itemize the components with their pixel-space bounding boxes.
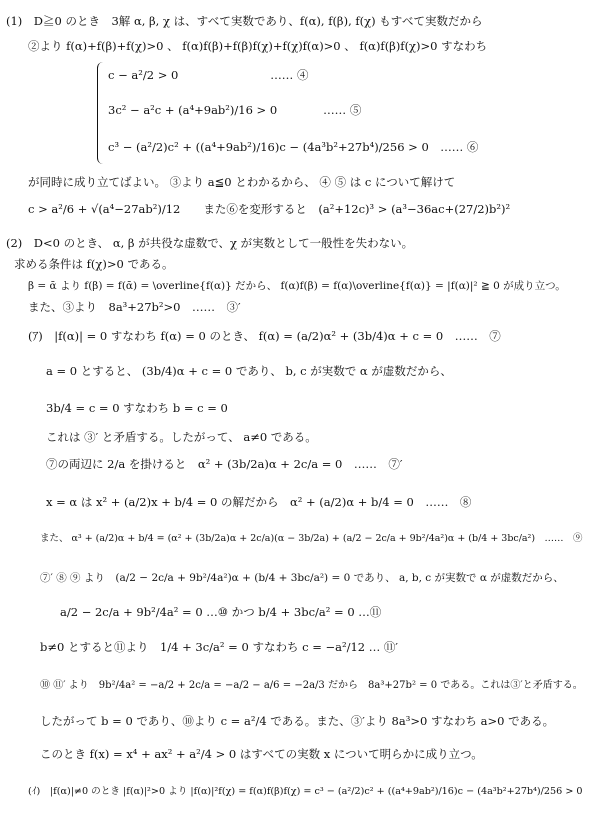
text-line-10: β = ᾱ より f(β) = f(ᾱ) = \overline{f(α)} だから、 f(α)f(β) = f(α)\overline{f(α)} = |f(α)|² ≧ 0 が成り立つ。 xyxy=(28,280,566,292)
text-line-24: このとき f(x) = x⁴ + ax² + a²/4 > 0 はすべての実数 x について明らかに成り立つ。 xyxy=(40,747,483,761)
text-line-21: b≠0 とすると⑪より 1/4 + 3c/a² = 0 すなわち c = −a²/12 … ⑪′ xyxy=(40,640,399,654)
text-line-17: x = α は x² + (a/2)x + b/4 = 0 の解だから α² + (a/2)α + b/4 = 0 …… ⑧ xyxy=(46,495,472,509)
text-line-9: 求める条件は f(χ)>0 である。 xyxy=(14,257,174,271)
text-line-13: a = 0 とすると、 (3b/4)α + c = 0 であり、 b, c が実数で α が虚数だから、 xyxy=(46,364,452,378)
text-line-14: 3b/4 = c = 0 すなわち b = c = 0 xyxy=(46,401,228,415)
case-a-heading: (ｱ) |f(α)| = 0 すなわち f(α) = 0 のとき、 f(α) = (a/2)α² + (3b/4)α + c = 0 …… ⑦ xyxy=(28,329,501,343)
system-brace xyxy=(97,62,104,164)
text-line-7: c > a²/6 + √(a⁴−27ab²)/12 また⑥を変形すると (a²+12c)³ > (a³−36ac+(27/2)b²)² xyxy=(28,202,511,216)
text-line-16: ⑦の両辺に 2/a を掛けると α² + (3b/2a)α + 2c/a = 0 …… ⑦′ xyxy=(46,457,403,471)
text-line-2: ②より f(α)+f(β)+f(χ)>0 、 f(α)f(β)+f(β)f(χ)+f(χ)f(α)>0 、 f(α)f(β)f(χ)>0 すなわち xyxy=(28,39,488,53)
text-line-11: また、③より 8a³+27b²>0 …… ③′ xyxy=(28,300,241,314)
text-line-1: (1) D≧0 のとき 3解 α, β, χ は、すべて実数であり、f(α), f(β), f(χ) もすべて実数だから xyxy=(6,14,483,28)
section-2-heading: (2) D<0 のとき、 α, β が共役な虚数で、χ が実数として一般性を失わない。 xyxy=(6,236,414,250)
inequality-4: c − a²/2 > 0 …… ④ xyxy=(108,68,309,82)
text-line-20: a/2 − 2c/a + 9b²/4a² = 0 …⑩ かつ b/4 + 3bc/a² = 0 …⑪ xyxy=(60,605,382,619)
case-b-heading: (ｲ) |f(α)|≠0 のとき |f(α)|²>0 より |f(α)|²f(χ) = f(α)f(β)f(χ) = c³ − (a²/2)c² + ((a⁴+9ab²)/16)c − (4a³b²+27b⁴)/256 > 0 xyxy=(28,786,583,797)
text-line-18: また、 α³ + (a/2)α + b/4 = (α² + (3b/2a)α + 2c/a)(α − 3b/2a) + (a/2 − 2c/a + 9b²/4a²)α + (b/4 + 3bc/a²) …… ⑨ xyxy=(40,533,583,544)
inequality-5: 3c² − a²c + (a⁴+9ab²)/16 > 0 …… ⑤ xyxy=(108,103,362,117)
inequality-6: c³ − (a²/2)c² + ((a⁴+9ab²)/16)c − (4a³b²+27b⁴)/256 > 0 …… ⑥ xyxy=(108,140,479,154)
text-line-19: ⑦′ ⑧ ⑨ より (a/2 − 2c/a + 9b²/4a²)α + (b/4 + 3bc/a²) = 0 であり、 a, b, c が実数で α が虚数だから、 xyxy=(40,572,564,584)
text-line-15: これは ③′ と矛盾する。したがって、 a≠0 である。 xyxy=(46,430,317,444)
text-line-23: したがって b = 0 であり、⑩より c = a²/4 である。また、③′より 8a³>0 すなわち a>0 である。 xyxy=(40,714,555,728)
text-line-6: が同時に成り立てばよい。 ③より a≦0 とわかるから、 ④ ⑤ は c について解けて xyxy=(28,175,456,189)
text-line-22: ⑩ ⑪′ より 9b²/4a² = −a/2 + 2c/a = −a/2 − a/6 = −2a/3 だから 8a³+27b² = 0 である。これは③′と矛盾する。 xyxy=(40,680,583,691)
